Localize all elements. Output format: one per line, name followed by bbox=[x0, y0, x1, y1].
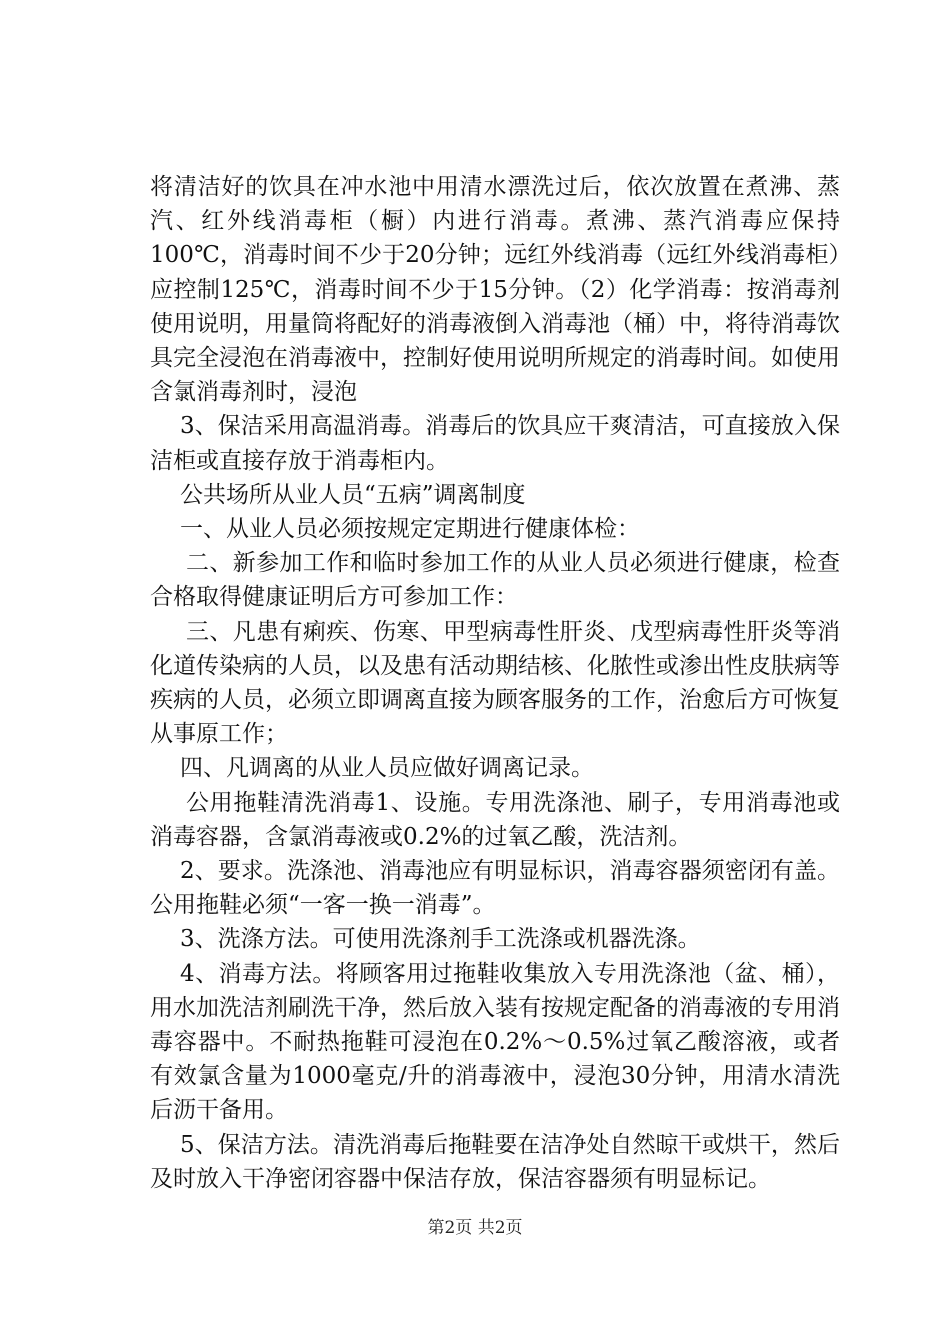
paragraph-storage: 3、保洁采用高温消毒。消毒后的饮具应干爽清洁，可直接放入保洁柜或直接存放于消毒柜内。 bbox=[150, 413, 840, 474]
paragraph-item-2: 二、新参加工作和临时参加工作的从业人员必须进行健康，检查合格取得健康证明后方可参加工作： bbox=[150, 550, 840, 611]
paragraph-item-4: 四、凡调离的从业人员应做好调离记录。 bbox=[180, 755, 594, 782]
paragraph-dish-disinfection: 将清洁好的饮具在冲水池中用清水漂洗过后，依次放置在煮沸、蒸汽、红外线消毒柜（橱）内进行消毒。煮沸、蒸汽消毒应保持100℃，消毒时间不少于20分钟；远红外线消毒（远红外线消毒柜）应控制125℃，消毒时间不少于15分钟。（2）化学消毒：按消毒剂使用说明，用量筒将配好的消毒液倒入消毒池（桶）中，将待消毒饮具完全浸泡在消毒液中，控制好使用说明所规定的消毒时间。如使用含氯消毒剂时，浸泡 bbox=[150, 174, 840, 406]
page-number-footer: 第2页 共2页 bbox=[427, 1218, 523, 1238]
paragraph-slipper-requirements: 2、要求。洗涤池、消毒池应有明显标识，消毒容器须密闭有盖。公用拖鞋必须“一客一换一消毒”。 bbox=[150, 858, 840, 919]
paragraph-washing-method: 3、洗涤方法。可使用洗涤剂手工洗涤或机器洗涤。 bbox=[180, 926, 701, 953]
paragraph-disinfection-method: 4、消毒方法。将顾客用过拖鞋收集放入专用洗涤池（盆、桶），用水加洗洁剂刷洗干净，然后放入装有按规定配备的消毒液的专用消毒容器中。不耐热拖鞋可浸泡在0.2%～0.5%过氧乙酸溶液，或者有效氯含量为1000毫克/升的消毒液中，浸泡30分钟，用清水清洗后沥干备用。 bbox=[150, 960, 840, 1124]
document-body bbox=[150, 170, 840, 1196]
paragraph-cleaning-method: 5、保洁方法。清洗消毒后拖鞋要在洁净处自然晾干或烘干，然后及时放入干净密闭容器中保洁存放，保洁容器须有明显标记。 bbox=[150, 1131, 840, 1192]
paragraph-item-1: 一、从业人员必须按规定定期进行健康体检： bbox=[180, 516, 640, 543]
paragraph-item-3: 三、凡患有痢疾、伤寒、甲型病毒性肝炎、戊型病毒性肝炎等消化道传染病的人员，以及患有活动期结核、化脓性或渗出性皮肤病等疾病的人员，必须立即调离直接为顾客服务的工作，治愈后方可恢复从事原工作； bbox=[150, 618, 840, 748]
section-heading-five-diseases: 公共场所从业人员“五病”调离制度 bbox=[180, 481, 526, 508]
paragraph-slipper-facilities: 公用拖鞋清洗消毒1、设施。专用洗涤池、刷子，专用消毒池或消毒容器，含氯消毒液或0.2%的过氧乙酸，洗洁剂。 bbox=[150, 789, 840, 850]
